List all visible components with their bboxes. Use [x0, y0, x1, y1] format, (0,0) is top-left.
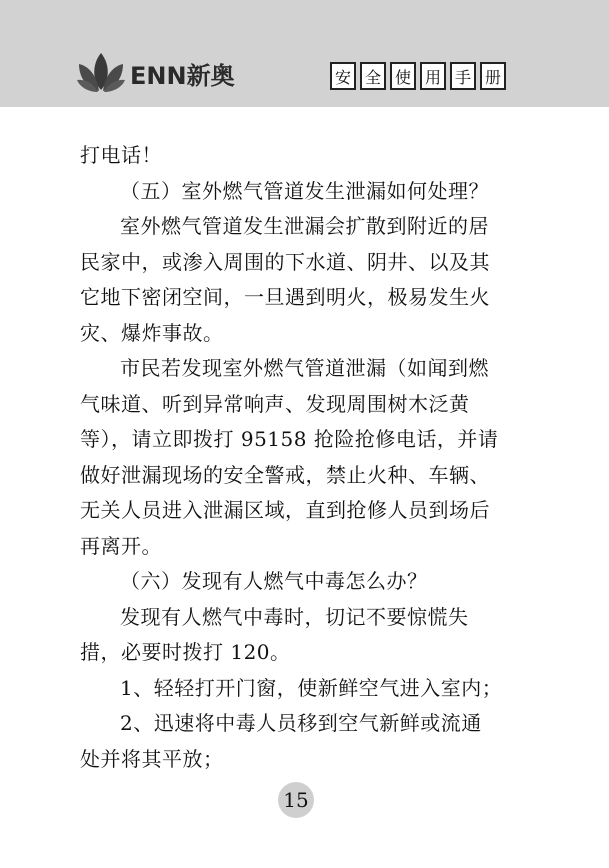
manual-title-char: 全: [360, 62, 386, 90]
body-text-line: 灾、爆炸事故。: [80, 320, 224, 345]
body-text-line: 它地下密闭空间，一旦遇到明火，极易发生火: [80, 285, 490, 309]
page-number: 15: [278, 782, 314, 818]
lotus-logo-icon: [76, 50, 126, 94]
page-body: [80, 138, 520, 777]
manual-title-char: 使: [390, 62, 416, 90]
section-heading: （六）发现有人燃气中毒怎么办？: [120, 569, 428, 593]
body-text-line: 做好泄漏现场的安全警戒，禁止火种、车辆、: [80, 462, 490, 487]
body-text-line: 室外燃气管道发生泄漏会扩散到附近的居: [120, 214, 489, 238]
body-text-line: 气味道、听到异常响声、发现周围树木泛黄: [80, 391, 470, 416]
body-text-line: 措，必要时拨打 120。: [80, 640, 291, 664]
manual-title: [330, 60, 506, 96]
page-header: [0, 0, 609, 107]
body-text-line: 2、迅速将中毒人员移到空气新鲜或流通: [120, 711, 482, 735]
body-text-line: 再离开。: [80, 533, 162, 558]
manual-title-char: 安: [330, 62, 356, 90]
body-text-line: 民家中，或渗入周围的下水道、阴井、以及其: [80, 249, 490, 274]
brand-name: ENN新奥: [130, 62, 235, 90]
manual-title-char: 手: [450, 62, 476, 90]
body-text-line: 1、轻轻打开门窗，使新鲜空气进入室内；: [120, 675, 503, 700]
body-text-line: 处并将其平放；: [80, 746, 224, 771]
section-heading: （五）室外燃气管道发生泄漏如何处理？: [120, 178, 489, 203]
body-text-line: 等），请立即拨打 95158 抢险抢修电话，并请: [80, 427, 499, 451]
manual-title-char: 册: [480, 62, 506, 90]
body-text-line: 市民若发现室外燃气管道泄漏（如闻到燃: [120, 356, 489, 380]
manual-title-char: 用: [420, 62, 446, 90]
enn-logo: [76, 50, 256, 94]
body-text-line: 打电话！: [80, 143, 162, 167]
body-text-line: 发现有人燃气中毒时，切记不要惊慌失: [120, 604, 469, 629]
body-text-line: 无关人员进入泄漏区域，直到抢修人员到场后: [80, 498, 490, 522]
